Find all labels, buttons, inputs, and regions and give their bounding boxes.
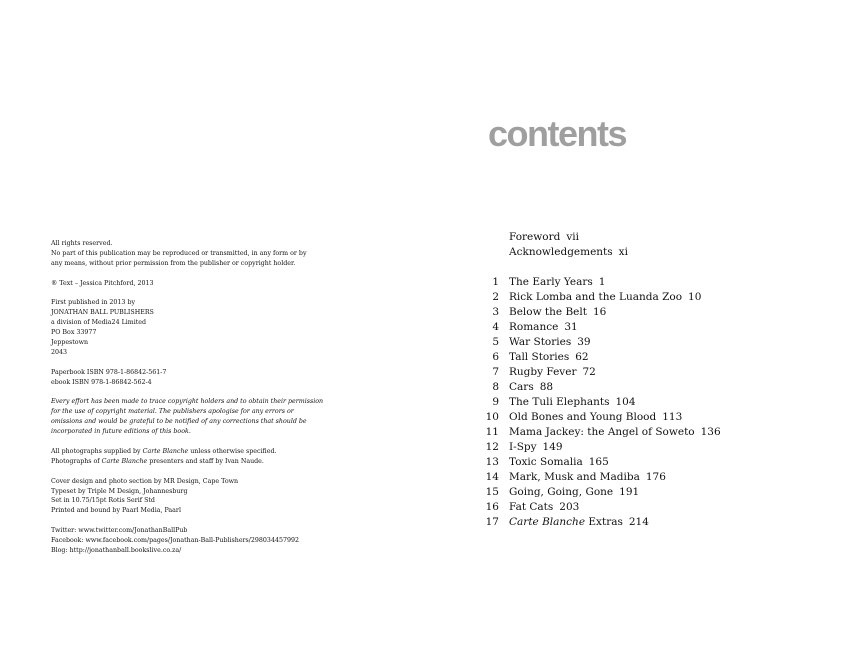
effort-line: omissions and would be grateful to be notified of any corrections that should be (51, 418, 307, 426)
toc-chapter-number: 5 (492, 336, 499, 348)
toc-chapter-title: Cars (509, 381, 534, 393)
copyright-effort-notice (51, 397, 324, 437)
photo-credit-text: Photographs of (51, 457, 102, 465)
toc-chapter-title: Below the Belt (509, 306, 587, 318)
toc-chapter-item (480, 455, 609, 470)
toc-chapter-item (480, 380, 553, 395)
toc-page-number: xi (618, 246, 628, 258)
toc-chapter-title: Rick Lomba and the Luanda Zoo (509, 291, 683, 303)
toc-chapter-number: 8 (492, 381, 499, 393)
toc-chapter-item (480, 335, 591, 350)
publisher-line: First published in 2013 by (51, 299, 136, 307)
toc-chapter-item (480, 275, 605, 290)
effort-line: Every effort has been made to trace copyright holders and to obtain their permission (51, 398, 324, 406)
production-line: Cover design and photo section by MR Design, Cape Town (51, 477, 239, 485)
toc-page-number: 10 (688, 291, 702, 303)
publisher-line: 2043 (51, 348, 68, 356)
copyright-line: ® Text – Jessica Pitchford, 2013 (51, 279, 154, 287)
toc-chapter-title: Old Bones and Young Blood (509, 411, 657, 423)
toc-chapter-item (480, 350, 589, 365)
toc-chapter-title: The Early Years (509, 276, 593, 288)
toc-chapter-item (480, 395, 636, 410)
toc-page-number: 113 (662, 411, 683, 423)
toc-chapter-number: 10 (485, 411, 499, 423)
photo-credit-text: unless otherwise specified. (188, 447, 277, 455)
toc-chapter-number: 4 (492, 321, 499, 333)
social-line: Twitter: www.twitter.com/JonathanBallPub (51, 527, 188, 535)
production-line: Typeset by Triple M Design, Johannesburg (51, 487, 188, 495)
toc-page-number: 214 (628, 516, 649, 528)
toc-front-matter-item (480, 245, 628, 260)
toc-chapter-number: 17 (485, 516, 499, 528)
publisher-line: Jeppestown (51, 339, 89, 347)
production-line: Set in 10.75/15pt Rotis Serif Std (51, 497, 155, 505)
toc-chapter-title: Toxic Somalia (509, 456, 583, 468)
toc-chapter-item (480, 440, 563, 455)
toc-page-number: 176 (645, 471, 666, 483)
toc-page-number: 191 (619, 486, 640, 498)
photo-credit-show-name: Carte Blanche (142, 447, 189, 455)
toc-chapter-number: 14 (485, 471, 499, 483)
publisher-info (51, 298, 321, 357)
rights-line: any means, without prior permission from the publisher or copyright holder. (51, 259, 296, 267)
social-line: Facebook: www.facebook.com/pages/Jonathan-Ball-Publishers/298034457992 (51, 537, 299, 545)
toc-chapter-number: 15 (485, 486, 499, 498)
toc-chapter-title: Fat Cats (509, 501, 554, 513)
photo-credit-text: presenters and staff by Ivan Naude. (147, 457, 264, 465)
photo-credit-show-name: Carte Blanche (101, 457, 148, 465)
imprint-block (51, 239, 324, 566)
toc-chapter-number: 12 (485, 441, 499, 453)
isbn-line: ebook ISBN 978-1-86842-562-4 (51, 378, 152, 386)
toc-chapter-title: I-Spy (509, 441, 537, 453)
toc-chapter-number: 3 (492, 306, 499, 318)
effort-line: for the use of copyright material. The publishers apologise for any errors or (51, 408, 294, 416)
toc-page-number: 165 (588, 456, 609, 468)
toc-chapter-number: 7 (492, 366, 499, 378)
toc-page-number: 72 (582, 366, 596, 378)
toc-chapter-item (480, 410, 682, 425)
toc-title: Foreword (509, 231, 561, 243)
toc-page-number: 62 (575, 351, 589, 363)
photo-credit-line (51, 457, 321, 467)
toc-chapter-title: War Stories (509, 336, 572, 348)
isbn-info (51, 368, 321, 388)
toc-chapter-number: 2 (492, 291, 499, 303)
toc-chapter-item (480, 500, 579, 515)
publisher-line: JONATHAN BALL PUBLISHERS (51, 309, 154, 317)
toc-chapter-number: 6 (492, 351, 499, 363)
toc-page-number: 1 (598, 276, 606, 288)
social-links (51, 526, 321, 556)
toc-page-number: 88 (539, 381, 554, 393)
toc-page-number: 149 (542, 441, 563, 453)
toc-chapter-title: Rugby Fever (509, 366, 577, 378)
toc-chapter-item (480, 305, 606, 320)
photo-credit-line (51, 447, 321, 457)
toc-chapter-item (480, 485, 639, 500)
photo-credits (51, 447, 321, 467)
publisher-line: a division of Media24 Limited (51, 319, 147, 327)
toc-page-number: 31 (564, 321, 578, 333)
toc-page-number: 16 (592, 306, 607, 318)
toc-chapter-title: Going, Going, Gone (509, 486, 614, 498)
production-credits (51, 477, 321, 517)
toc-chapter-title: Carte Blanche Extras (509, 516, 623, 528)
toc-chapter-item (480, 290, 701, 305)
toc-chapter-title: Mark, Musk and Madiba (509, 471, 640, 483)
toc-chapter-item (480, 425, 721, 440)
toc-front-matter-item (480, 230, 579, 245)
toc-chapter-item (480, 320, 578, 335)
rights-statement (51, 239, 321, 269)
toc-page-number: 39 (577, 336, 591, 348)
production-line: Printed and bound by Paarl Media, Paarl (51, 507, 181, 515)
contents-heading: contents (488, 113, 627, 154)
toc-chapter-title-italic: Carte Blanche (509, 516, 586, 528)
toc-page-number: 136 (700, 426, 721, 438)
toc-chapter-number: 16 (485, 501, 499, 513)
rights-line: All rights reserved. (51, 240, 113, 247)
toc-chapter-title: Tall Stories (509, 351, 570, 363)
photo-credit-text: All photographs supplied by (51, 447, 143, 455)
toc-chapter-item (480, 515, 649, 530)
toc-chapter-title: The Tuli Elephants (509, 396, 610, 408)
toc-page-number: 203 (559, 501, 580, 513)
toc-chapter-item (480, 365, 596, 380)
copyright-notice (51, 279, 321, 289)
social-line: Blog: http://jonathanball.bookslive.co.za/ (51, 546, 182, 554)
toc-page-number: vii (566, 231, 579, 243)
toc-chapter-number: 9 (492, 396, 499, 408)
toc-chapter-number: 1 (492, 276, 499, 288)
rights-line: No part of this publication may be reproduced or transmitted, in any form or by (51, 249, 307, 257)
toc-chapter-title: Romance (509, 321, 559, 333)
toc-chapter-number: 13 (485, 456, 499, 468)
toc-chapter-title: Mama Jackey: the Angel of Soweto (509, 426, 695, 438)
toc-page-number: 104 (615, 396, 636, 408)
toc-title: Acknowledgements (509, 246, 613, 258)
isbn-line: Paperbook ISBN 978-1-86842-561-7 (51, 368, 167, 376)
toc-chapter-item (480, 470, 666, 485)
publisher-line: PO Box 33977 (51, 329, 97, 337)
toc-chapter-number: 11 (485, 426, 499, 438)
effort-line: incorporated in future editions of this book. (51, 428, 191, 436)
